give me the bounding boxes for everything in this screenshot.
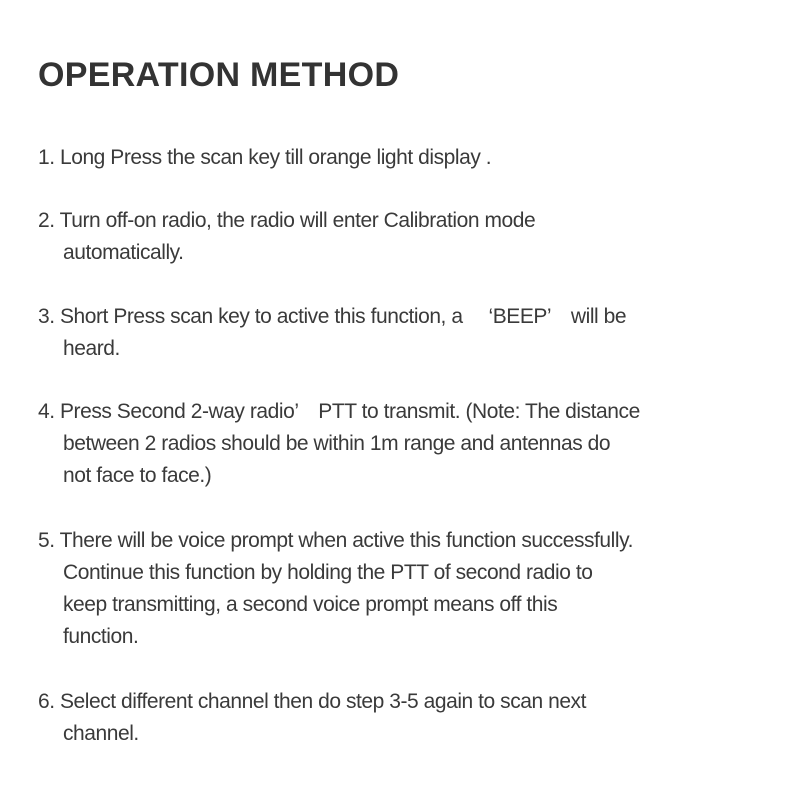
step-text: not face to face.) — [63, 464, 212, 487]
step-text: function. — [63, 625, 139, 648]
step-text: keep transmitting, a second voice prompt means off this — [63, 593, 558, 616]
step-text: 1. Long Press the scan key till orange light display . — [38, 146, 492, 169]
step-2 — [38, 205, 535, 269]
step-text: Continue this function by holding the PTT of second radio to — [63, 561, 593, 584]
step-text: 5. There will be voice prompt when active this function successfully. — [38, 529, 633, 552]
step-text: between 2 radios should be within 1m range and antennas do — [63, 432, 611, 455]
step-text: 4. Press Second 2-way radio’ PTT to transmit. (Note: The distance — [38, 400, 640, 423]
page-title: OPERATION METHOD — [38, 56, 400, 94]
step-6 — [38, 686, 586, 750]
step-text: heard. — [63, 337, 120, 360]
step-text: 6. Select different channel then do step 3-5 again to scan next — [38, 690, 586, 713]
step-text: 2. Turn off-on radio, the radio will enter Calibration mode — [38, 209, 536, 232]
step-text: automatically. — [63, 241, 184, 264]
step-text: channel. — [63, 722, 139, 745]
step-4 — [38, 396, 640, 492]
step-text: 3. Short Press scan key to active this function, a ‘BEEP’ will be — [38, 305, 627, 328]
step-3 — [38, 301, 626, 365]
step-5 — [38, 525, 633, 653]
step-1 — [38, 142, 491, 174]
